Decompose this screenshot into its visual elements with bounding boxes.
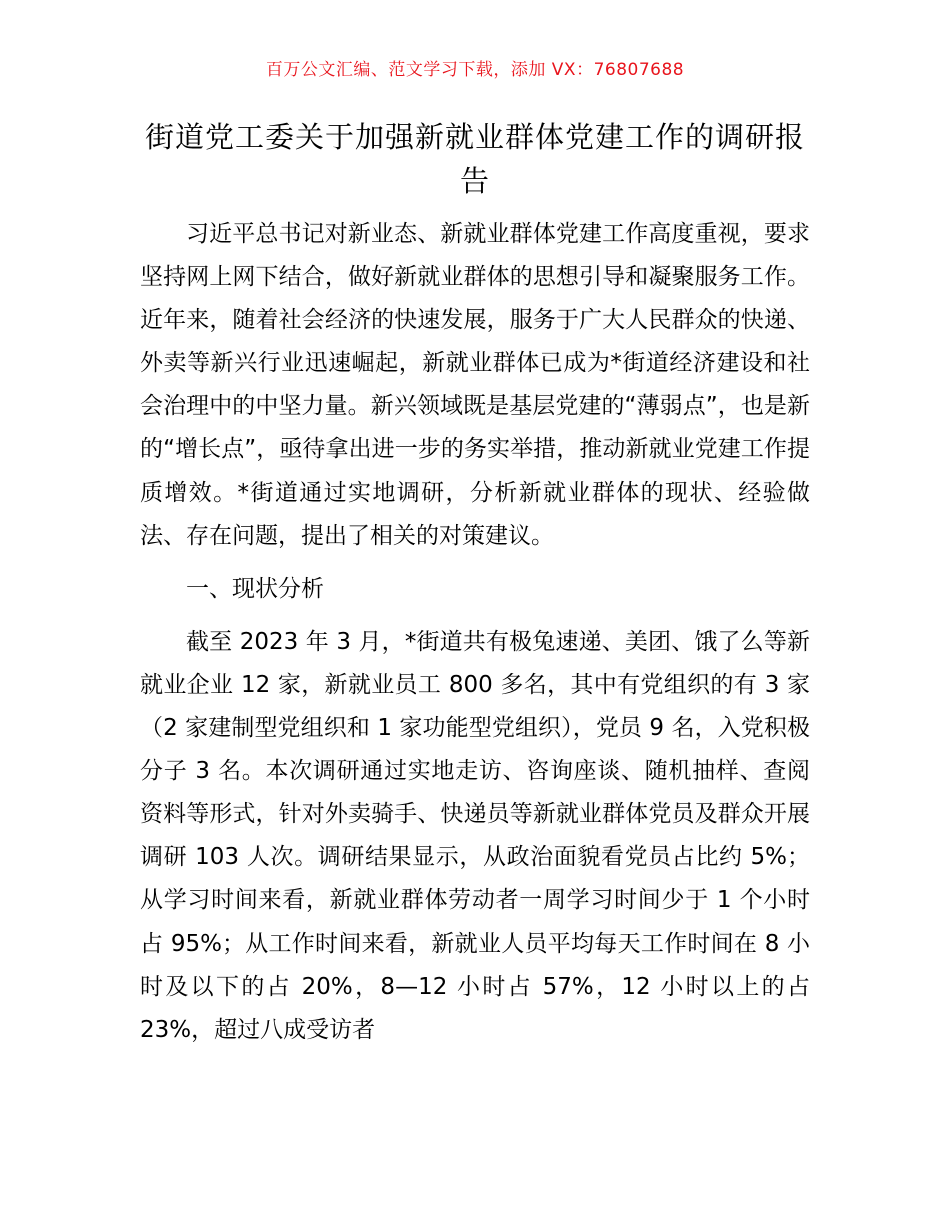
intro-paragraph: 习近平总书记对新业态、新就业群体党建工作高度重视，要求坚持网上网下结合，做好新就业群体的思想引导和凝聚服务工作。近年来，随着社会经济的快速发展，服务于广大人民群众的快递、外卖等新兴行业迅速崛起，新就业群体已成为*街道经济建设和社会治理中的中坚力量。新兴领域既是基层党建的“薄弱点”，也是新的“增长点”，亟待拿出进一步的务实举措，推动新就业党建工作提质增效。*街道通过实地调研，分析新就业群体的现状、经验做法、存在问题，提出了相关的对策建议。	[140, 221, 810, 549]
document-body	[140, 213, 810, 1062]
status-paragraph: 截至 2023 年 3 月，*街道共有极兔速递、美团、饿了么等新就业企业 12 家，新就业员工 800 多名，其中有党组织的有 3 家（2 家建制型党组织和 1 家功能型党组织），党员 9 名，入党积极分子 3 名。本次调研通过实地走访、咨询座谈、随机抽样、查阅资料等形式，针对外卖骑手、快递员等新就业群体党员及群众开展调研 103 人次。调研结果显示，从政治面貌看党员占比约 5%；从学习时间来看，新就业群体劳动者一周学习时间少于 1 个小时占 95%；从工作时间来看，新就业人员平均每天工作时间在 8 小时及以下的占 20%，8—12 小时占 57%，12 小时以上的占 23%，超过八成受访者	[140, 628, 811, 1043]
watermark-text: 百万公文汇编、范文学习下载，添加 VX：76807688	[265, 60, 685, 80]
document-title: 街道党工委关于加强新就业群体党建工作的调研报告	[144, 120, 805, 198]
section-heading: 一、现状分析	[186, 575, 324, 602]
